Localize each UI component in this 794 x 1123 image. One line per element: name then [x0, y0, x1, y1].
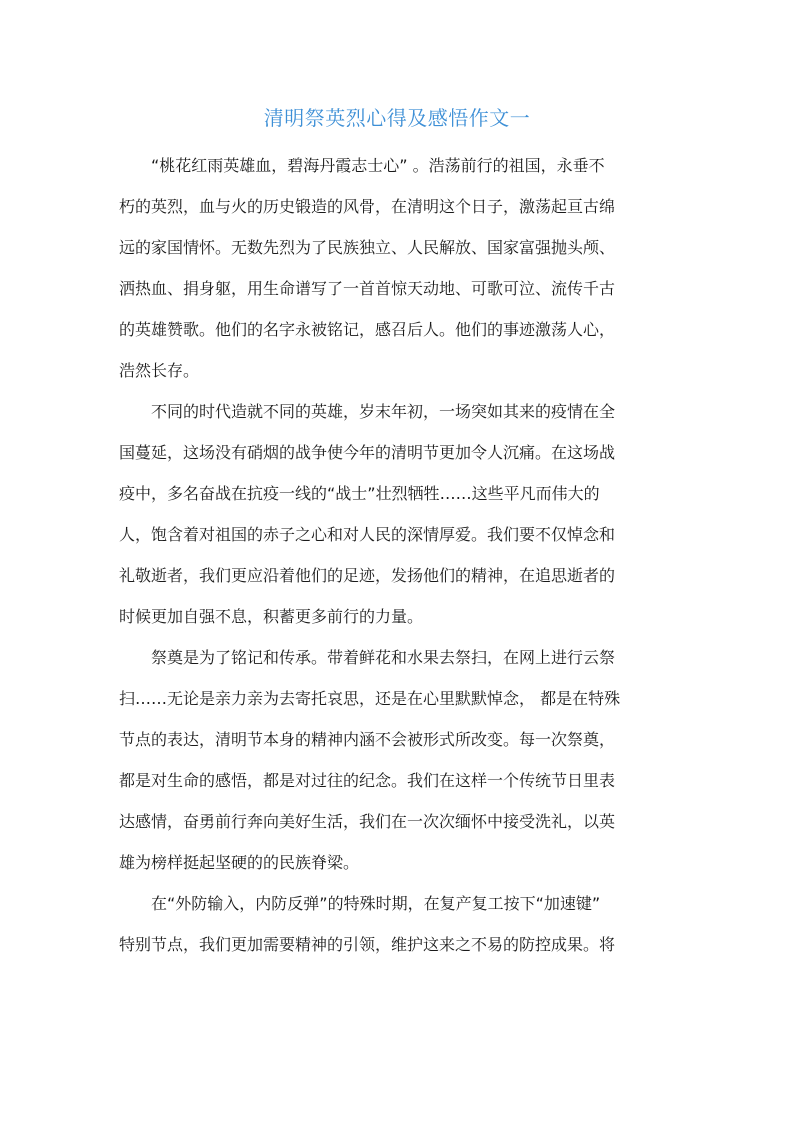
- paragraph-line: 国蔓延，这场没有硝烟的战争使今年的清明节更加令人沉痛。在这场战: [119, 443, 616, 462]
- paragraph-line: 在“外防输入，内防反弹”的特殊时期，在复产复工按下“加速键”: [151, 894, 601, 913]
- paragraph-line: 祭奠是为了铭记和传承。带着鲜花和水果去祭扫，在网上进行云祭: [151, 648, 616, 667]
- document-title: 清明祭英烈心得及感悟作文一: [263, 106, 531, 130]
- paragraph-line: 雄为榜样挺起坚硬的的民族脊梁。: [119, 853, 360, 872]
- paragraph-line: 礼敬逝者，我们更应沿着他们的足迹，发扬他们的精神，在追思逝者的: [119, 566, 616, 585]
- paragraph-line: 达感情，奋勇前行奔向美好生活，我们在一次次缅怀中接受洗礼，以英: [119, 812, 616, 831]
- paragraph-line: 的英雄赞歌。他们的名字永被铭记，感召后人。他们的事迹激荡人心，: [119, 320, 616, 339]
- paragraph-line: 远的家国情怀。无数先烈为了民族独立、人民解放、国家富强抛头颅、: [119, 238, 616, 257]
- paragraph-line: “桃花红雨英雄血，碧海丹霞志士心” 。浩荡前行的祖国，永垂不: [151, 156, 605, 175]
- paragraph-4: [119, 883, 675, 965]
- paragraph-line: 扫……无论是亲力亲为去寄托哀思，还是在心里默默悼念， 都是在特殊: [119, 689, 621, 708]
- paragraph-3: [119, 637, 675, 883]
- paragraph-line: 节点的表达，清明节本身的精神内涵不会被形式所改变。每一次祭奠，: [119, 730, 616, 749]
- paragraph-line: 时候更加自强不息，积蓄更多前行的力量。: [119, 607, 424, 626]
- paragraph-line: 洒热血、捐身躯，用生命谱写了一首首惊天动地、可歌可泣、流传千古: [119, 279, 616, 298]
- paragraph-line: 都是对生命的感悟，都是对过往的纪念。我们在这样一个传统节日里表: [119, 771, 616, 790]
- paragraph-1: [119, 145, 675, 391]
- paragraph-line: 特别节点，我们更加需要精神的引领，维护这来之不易的防控成果。将: [119, 935, 616, 954]
- paragraph-line: 疫中，多名奋战在抗疫一线的“战士”壮烈牺牲……这些平凡而伟大的: [119, 484, 600, 503]
- paragraph-line: 浩然长存。: [119, 361, 200, 380]
- paragraph-2: [119, 391, 675, 637]
- paragraph-line: 不同的时代造就不同的英雄，岁末年初，一场突如其来的疫情在全: [151, 402, 616, 421]
- paragraph-line: 朽的英烈，血与火的历史锻造的风骨，在清明这个日子，激荡起亘古绵: [119, 197, 616, 216]
- document-body: [119, 145, 675, 965]
- paragraph-line: 人，饱含着对祖国的赤子之心和对人民的深情厚爱。我们要不仅悼念和: [119, 525, 616, 544]
